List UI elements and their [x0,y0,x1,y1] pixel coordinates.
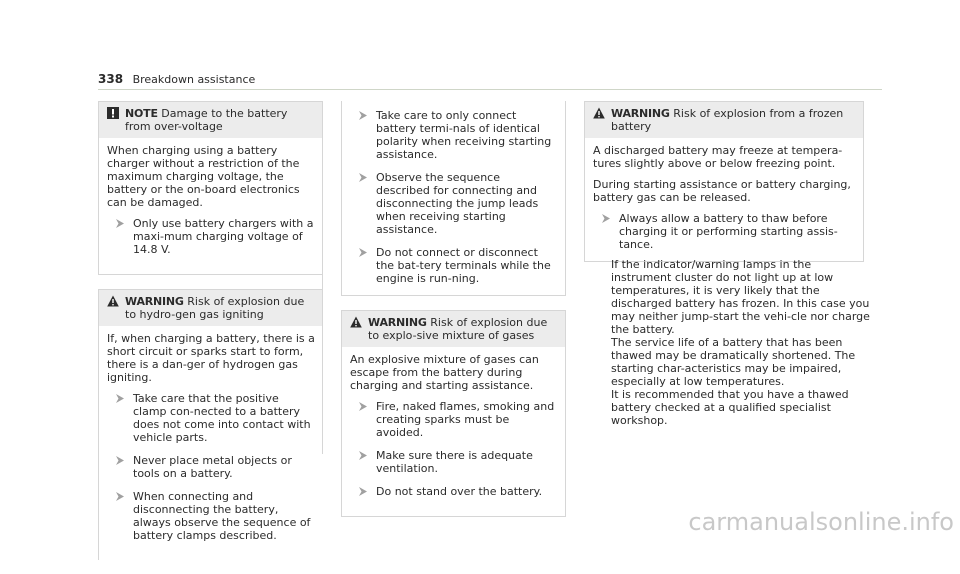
notice-label: NOTE [125,107,158,120]
list-item-text: Observe the sequence described for connecting and disconnecting the jump leads when receiving starting assistance. [376,171,539,236]
list-item [350,171,557,236]
column-3 [584,101,864,276]
section-title: Breakdown assistance [132,73,256,86]
page-header [98,73,882,86]
warning-header [99,290,323,326]
notice-box [98,101,323,275]
info-text [611,258,871,427]
column-divider [322,250,323,454]
warning-triangle-icon [350,316,362,328]
warning-list [107,392,315,542]
list-item [107,490,315,542]
notice-body [99,138,322,274]
arrow-right-icon [359,451,367,460]
warning-header [585,102,863,138]
list-item [107,454,315,480]
list-item [350,400,557,439]
list-item-text: Do not connect or disconnect the bat-tery terminals while the engine is run-ning. [376,246,551,285]
warning-label: WARNING [368,316,427,329]
warning-text: If, when charging a battery, there is a short circuit or sparks start to form, there is a dan-ger of hydrogen gas igniting. [107,332,315,384]
list-item [350,109,557,161]
warning-title: Risk of explosion from a frozen battery [611,107,844,133]
list-item [107,392,315,444]
arrow-right-icon [116,219,124,228]
warning-body [99,326,323,560]
warning-box-hydrogen [98,289,323,560]
list-item-text: Take care that the positive clamp con-nected to a battery does not come into contact with vehicle parts. [133,392,311,444]
list-item [593,212,855,251]
watermark: carmanualsonline.info [688,508,954,536]
warning-title: Risk of explosion due to hydro-gen gas igniting [125,295,305,321]
paragraph: If the indicator/warning lamps in the instrument cluster do not light up at low temperatures, it is very likely that the discharged battery has frozen. In this case you may neither jump-start the vehi-cle nor charge the battery. [611,258,870,336]
warning-body [585,138,863,261]
warning-triangle-icon [107,295,119,307]
arrow-right-icon [359,402,367,411]
list-item-text: Make sure there is adequate ventilation. [376,449,533,475]
arrow-right-icon [116,456,124,465]
list-item-text: Never place metal objects or tools on a battery. [133,454,292,480]
warning-list [350,400,557,498]
list-item-text: Do not stand over the battery. [376,485,543,498]
arrow-right-icon [359,173,367,182]
warning-box-frozen [584,101,864,262]
arrow-right-icon [359,111,367,120]
exclamation-square-icon [107,107,119,119]
continued-box [341,101,566,296]
paragraph: It is recommended that you have a thawed battery checked at a qualified specialist workshop. [611,388,849,427]
warning-label: WARNING [611,107,670,120]
notice-list [107,217,314,256]
warning-text: An explosive mixture of gases can escape from the battery during charging and starting assistance. [350,353,539,392]
continued-list [342,101,565,295]
header-divider [98,89,882,90]
notice-header [99,102,322,138]
list-item [107,217,314,256]
list-item [350,449,557,475]
warning-label: WARNING [125,295,184,308]
arrow-right-icon [116,394,124,403]
page-number: 338 [98,72,124,86]
list-item [350,485,557,498]
warning-title: Risk of explosion due to explo-sive mixture of gases [368,316,548,342]
arrow-right-icon [602,214,610,223]
warning-text: During starting assistance or battery charging, battery gas can be released. [593,178,851,204]
list-item-text: Always allow a battery to thaw before charging it or performing starting assis-tance. [619,212,838,251]
list-item-text: Take care to only connect battery termi-nals of identical polarity when receiving starting assistance. [376,109,552,161]
column-1 [98,101,323,574]
arrow-right-icon [359,248,367,257]
notice-title: Damage to the battery from over-voltage [125,107,288,133]
warning-list [593,212,855,251]
list-item [350,246,557,285]
arrow-right-icon [116,492,124,501]
notice-text: When charging using a battery charger without a restriction of the maximum charging voltage, the battery or the on-board electronics can be damaged. [107,144,300,209]
warning-text: A discharged battery may freeze at tempera-tures slightly above or below freezing point. [593,144,843,170]
paragraph: The service life of a battery that has been thawed may be dramatically shortened. The starting char-acteristics may be impaired, especially at low temperatures. [611,336,856,388]
list-item-text: Only use battery chargers with a maxi-mum charging voltage of 14.8 V. [133,217,314,256]
column-2 [341,101,566,531]
list-item-text: Fire, naked flames, smoking and creating sparks must be avoided. [376,400,555,439]
warning-body [342,347,565,516]
arrow-right-icon [359,487,367,496]
warning-header [342,311,565,347]
warning-triangle-icon [593,107,605,119]
warning-box-explosive [341,310,566,517]
list-item-text: When connecting and disconnecting the battery, always observe the sequence of battery clamps described. [133,490,311,542]
